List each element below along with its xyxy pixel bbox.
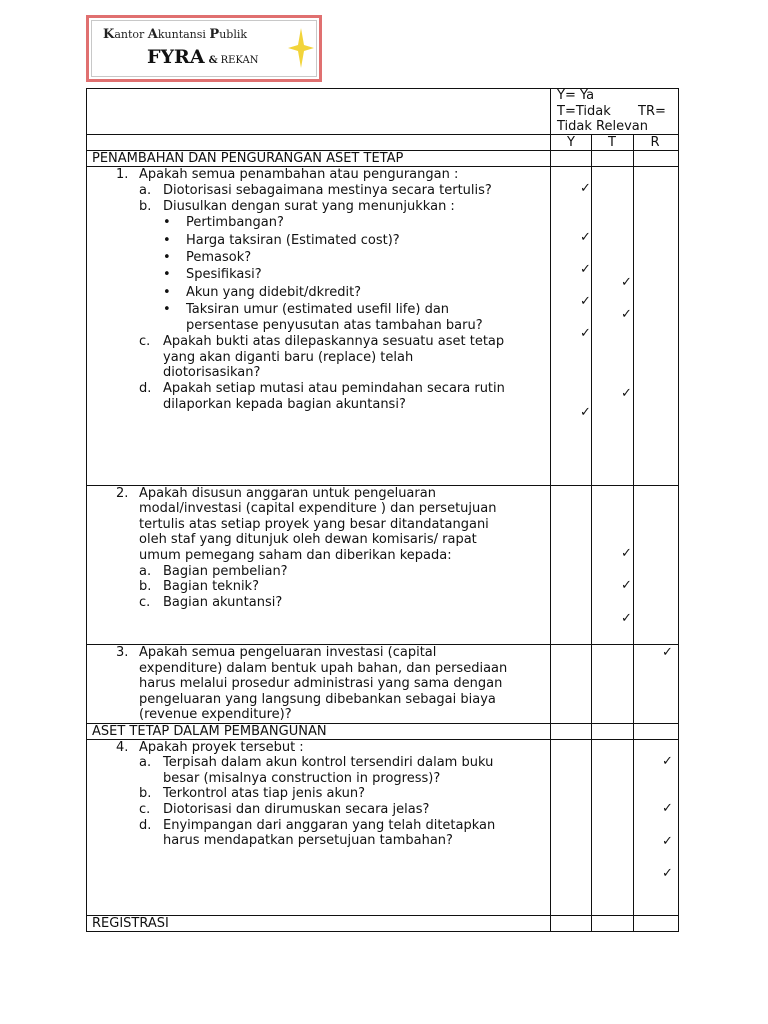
bullet-text: Akun yang didebit/dkredit? bbox=[186, 285, 362, 300]
question-number: 4. bbox=[116, 740, 129, 755]
bullet-text: Pemasok? bbox=[186, 250, 252, 265]
item-text: Diotorisasi sebagaimana mestinya secara tertulis? bbox=[163, 183, 492, 198]
question-number: 1. bbox=[116, 167, 129, 182]
item-text: Diusulkan dengan surat yang menunjukkan : bbox=[163, 199, 455, 214]
item-text: dilaporkan kepada bagian akuntansi? bbox=[163, 397, 406, 412]
item-text: diotorisasikan? bbox=[163, 365, 261, 380]
bullet-text: Pertimbangan? bbox=[186, 215, 284, 230]
item-label: d. bbox=[139, 381, 152, 396]
company-logo bbox=[86, 15, 322, 82]
item-text: yang akan diganti baru (replace) telah bbox=[163, 350, 414, 365]
bullet: • bbox=[163, 285, 171, 300]
logo-firm-type: Kantor Akuntansi Publik bbox=[103, 27, 248, 42]
column-header-y: Y bbox=[567, 135, 575, 150]
check-mark: ✓ bbox=[621, 275, 632, 290]
question-text: umum pemegang saham dan diberikan kepada: bbox=[139, 548, 452, 563]
check-mark: ✓ bbox=[662, 645, 673, 660]
section-title: REGISTRASI bbox=[92, 916, 169, 931]
legend-no: T=Tidak bbox=[557, 104, 611, 119]
question-text: modal/investasi (capital expenditure ) dan persetujuan bbox=[139, 501, 497, 516]
check-mark: ✓ bbox=[662, 801, 673, 816]
item-text: Terpisah dalam akun kontrol tersendiri dalam buku bbox=[163, 755, 494, 770]
column-header-r: R bbox=[650, 135, 660, 150]
check-mark: ✓ bbox=[621, 546, 632, 561]
legend-tr: TR= bbox=[638, 104, 666, 119]
item-text: Bagian teknik? bbox=[163, 579, 259, 594]
item-text: harus mendapatkan persetujuan tambahan? bbox=[163, 833, 453, 848]
check-mark: ✓ bbox=[580, 262, 591, 277]
bullet: • bbox=[163, 233, 171, 248]
bullet-text: Spesifikasi? bbox=[186, 267, 262, 282]
question-text: Apakah disusun anggaran untuk pengeluaran bbox=[139, 486, 436, 501]
question-text: pengeluaran yang langsung dibebankan sebagai biaya bbox=[139, 692, 496, 707]
bullet-text: Harga taksiran (Estimated cost)? bbox=[186, 233, 400, 248]
question-text: expenditure) dalam bentuk upah bahan, dan persediaan bbox=[139, 661, 508, 676]
item-label: a. bbox=[139, 564, 152, 579]
column-header-t: T bbox=[608, 135, 616, 150]
question-text: harus melalui prosedur administrasi yang sama dengan bbox=[139, 676, 503, 691]
item-text: Apakah setiap mutasi atau pemindahan secara rutin bbox=[163, 381, 505, 396]
check-mark: ✓ bbox=[580, 326, 591, 341]
section-title: PENAMBAHAN DAN PENGURANGAN ASET TETAP bbox=[92, 151, 404, 166]
item-label: b. bbox=[139, 786, 152, 801]
bullet: • bbox=[163, 250, 171, 265]
item-text: Enyimpangan dari anggaran yang telah ditetapkan bbox=[163, 818, 496, 833]
bullet: • bbox=[163, 267, 171, 282]
question-text: Apakah semua pengeluaran investasi (capital bbox=[139, 645, 437, 660]
question-number: 3. bbox=[116, 645, 129, 660]
check-mark: ✓ bbox=[662, 834, 673, 849]
bullet: • bbox=[163, 215, 171, 230]
item-label: b. bbox=[139, 579, 152, 594]
item-label: b. bbox=[139, 199, 152, 214]
section-title: ASET TETAP DALAM PEMBANGUNAN bbox=[92, 724, 327, 739]
item-label: a. bbox=[139, 755, 152, 770]
item-text: Terkontrol atas tiap jenis akun? bbox=[163, 786, 366, 801]
bullet-text: persentase penyusutan atas tambahan baru? bbox=[186, 318, 483, 333]
logo-firm-name: FYRA & REKAN bbox=[147, 46, 259, 68]
check-mark: ✓ bbox=[662, 866, 673, 881]
question-text: Apakah semua penambahan atau pengurangan : bbox=[139, 167, 459, 182]
item-label: a. bbox=[139, 183, 152, 198]
check-mark: ✓ bbox=[580, 181, 591, 196]
bullet-text: Taksiran umur (estimated usefil life) dan bbox=[186, 302, 450, 317]
item-text: Bagian pembelian? bbox=[163, 564, 288, 579]
item-text: Apakah bukti atas dilepaskannya sesuatu aset tetap bbox=[163, 334, 505, 349]
check-mark: ✓ bbox=[580, 405, 591, 420]
question-text: Apakah proyek tersebut : bbox=[139, 740, 304, 755]
item-text: besar (misalnya construction in progress)? bbox=[163, 771, 441, 786]
check-mark: ✓ bbox=[621, 307, 632, 322]
item-text: Bagian akuntansi? bbox=[163, 595, 283, 610]
legend-yes: Y= Ya bbox=[557, 88, 595, 103]
item-label: d. bbox=[139, 818, 152, 833]
question-number: 2. bbox=[116, 486, 129, 501]
bullet: • bbox=[163, 302, 171, 317]
check-mark: ✓ bbox=[580, 230, 591, 245]
item-label: c. bbox=[139, 802, 151, 817]
legend-not-relevant: Tidak Relevan bbox=[557, 119, 648, 134]
question-text: oleh staf yang ditunjuk oleh dewan komisaris/ rapat bbox=[139, 532, 477, 547]
check-mark: ✓ bbox=[621, 611, 632, 626]
item-label: c. bbox=[139, 334, 151, 349]
check-mark: ✓ bbox=[621, 578, 632, 593]
check-mark: ✓ bbox=[662, 754, 673, 769]
item-label: c. bbox=[139, 595, 151, 610]
star-icon bbox=[288, 28, 314, 68]
check-mark: ✓ bbox=[580, 294, 591, 309]
item-text: Diotorisasi dan dirumuskan secara jelas? bbox=[163, 802, 430, 817]
check-mark: ✓ bbox=[621, 386, 632, 401]
question-text: (revenue expenditure)? bbox=[139, 707, 292, 722]
question-text: tertulis atas setiap proyek yang besar ditandatangani bbox=[139, 517, 489, 532]
